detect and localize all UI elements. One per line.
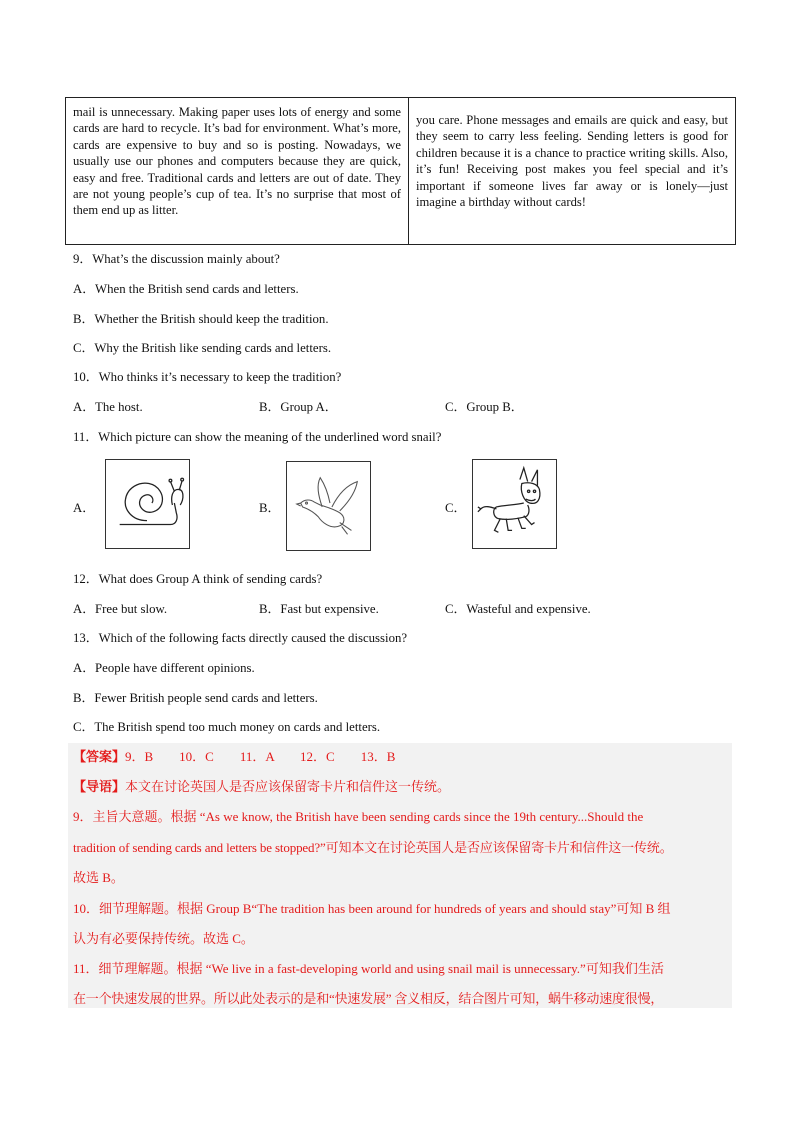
explanation-9-line-3: 故选 B。: [73, 870, 124, 885]
q11-option-a[interactable]: A．: [73, 501, 96, 515]
question-10: 10．Who thinks it’s necessary to keep the tradition?: [73, 370, 342, 384]
q13-option-b[interactable]: B．Fewer British people send cards and letters.: [73, 691, 318, 705]
donkey-picture[interactable]: [472, 459, 557, 549]
answer-key: 9．B 10．C 11．A 12．C 13．B: [125, 749, 396, 764]
bird-picture[interactable]: [286, 461, 371, 551]
passage-left-cell: mail is unnecessary. Making paper uses lots of energy and some cards are hard to recycle. It’s bad for environment. What’s more, cards are expensive to buy and so is posting. Nowadays, we usually use our phones and computers because they are quick, easy and free. Traditional cards and letters are out of date. They are not young people’s cup of tea. It’s no surprise that most of them end up as litter.: [66, 98, 409, 244]
q10-option-a[interactable]: A．The host.: [73, 400, 143, 414]
q11-option-b[interactable]: B．: [259, 501, 281, 515]
q12-option-c[interactable]: C．Wasteful and expensive.: [445, 602, 591, 616]
passage-table: [65, 97, 736, 245]
snail-icon: [106, 460, 189, 548]
passage-right-cell: you care. Phone messages and emails are quick and easy, but they seem to carry less feeling. Sending letters is good for children because it is a chance to practice writing skills. Also, it’s fun! Receiving post makes you feel special and it’s important if someone lives far away or is lonely—just imagine a birthday without cards!: [416, 113, 728, 210]
explanation-9-line-1: 9．主旨大意题。根据 “As we know, the British have been sending cards since the 19th century...Should the: [73, 809, 644, 824]
answer-key-line: [73, 749, 395, 765]
guide-text: 本文在讨论英国人是否应该保留寄卡片和信件这一传统。: [125, 779, 451, 794]
q9-option-a[interactable]: A．When the British send cards and letters.: [73, 282, 299, 296]
explanation-10-line-1: 10．细节理解题。根据 Group B“The tradition has been around for hundreds of years and should stay”可知 B 组: [73, 901, 671, 916]
question-13: 13．Which of the following facts directly caused the discussion?: [73, 631, 408, 645]
bird-icon: [287, 462, 370, 550]
q9-option-b[interactable]: B．Whether the British should keep the tradition.: [73, 312, 329, 326]
q10-option-b[interactable]: B．Group A．: [259, 400, 338, 414]
explanation-11-line-1: 11．细节理解题。根据 “We live in a fast-developing world and using snail mail is unnecessary.”可知我们生活: [73, 961, 664, 976]
q12-option-b[interactable]: B．Fast but expensive.: [259, 602, 379, 616]
explanation-10-line-2: 认为有必要保持传统。故选 C。: [73, 931, 254, 946]
question-12: 12．What does Group A think of sending cards?: [73, 572, 323, 586]
guide-line: [73, 779, 450, 795]
answer-label: 【答案】: [73, 749, 126, 764]
q10-option-c[interactable]: C．Group B．: [445, 400, 524, 414]
donkey-icon: [473, 460, 556, 548]
q13-option-a[interactable]: A．People have different opinions.: [73, 661, 255, 675]
explanation-9-line-2: tradition of sending cards and letters be stopped?”可知本文在讨论英国人是否应该保留寄卡片和信件这一传统。: [73, 840, 673, 855]
q11-option-c[interactable]: C．: [445, 501, 467, 515]
guide-label: 【导语】: [73, 779, 126, 794]
q12-option-a[interactable]: A．Free but slow.: [73, 602, 168, 616]
q13-option-c[interactable]: C．The British spend too much money on cards and letters.: [73, 720, 381, 734]
q9-option-c[interactable]: C．Why the British like sending cards and letters.: [73, 341, 332, 355]
question-11: 11．Which picture can show the meaning of the underlined word snail?: [73, 430, 442, 444]
snail-picture[interactable]: [105, 459, 190, 549]
explanation-11-line-2: 在一个快速发展的世界。所以此处表示的是和“快速发展” 含义相反，结合图片可知，蜗牛移动速度很慢，: [73, 991, 664, 1006]
question-9: 9．What’s the discussion mainly about?: [73, 252, 280, 266]
